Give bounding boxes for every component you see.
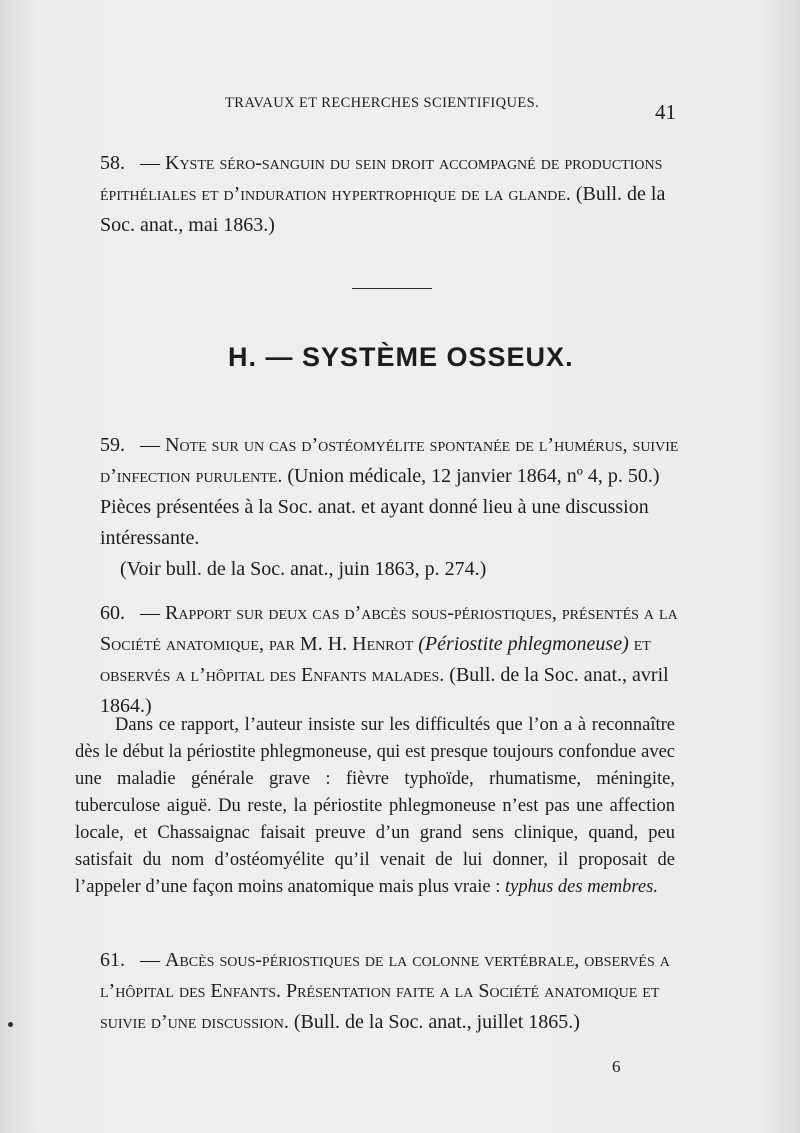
body-paragraph	[75, 712, 675, 901]
entry-59	[100, 430, 680, 585]
entry-dash: —	[140, 949, 160, 971]
entry-title: Note sur un cas d’ostéomyélite spontanée de l’humérus, suivie d’infection purulente.	[100, 434, 679, 487]
ink-speck	[8, 1022, 13, 1027]
entry-number: 60.	[100, 602, 125, 624]
entry-reference: (Bull. de la Soc. anat., mai 1863.)	[100, 183, 666, 236]
entry-title-end: et observés a l’hôpital des Enfants malades.	[100, 633, 651, 686]
entry-title: Kyste séro-sanguin du sein droit accompagné de productions épithéliales et d’induration hypertrophique de la glande.	[100, 152, 663, 205]
entry-dash: —	[140, 602, 160, 624]
entry-61	[100, 945, 680, 1038]
entry-note: (Voir bull. de la Soc. anat., juin 1863, p. 274.)	[120, 558, 487, 580]
entry-60	[100, 598, 680, 722]
entry-title: Rapport sur deux cas d’abcès sous-périostiques, présentés a la Société anatomique, par M. H. Henrot	[100, 602, 678, 655]
entry-reference: (Union médicale, 12 janvier 1864, nº 4, p. 50.) Pièces présentées à la Soc. anat. et ayant donné lieu à une discussion intéressante.	[100, 465, 660, 549]
section-heading: H. — SYSTÈME OSSEUX.	[228, 342, 574, 372]
entry-number: 61.	[100, 949, 125, 971]
entry-58	[100, 148, 680, 241]
entry-dash: —	[140, 152, 160, 174]
entry-number: 58.	[100, 152, 125, 174]
signature-mark: 6	[612, 1057, 621, 1076]
entry-title: Abcès sous-périostiques de la colonne vertébrale, observés a l’hôpital des Enfants. Présentation faite a la Société anatomique et suivie d’une discussion.	[100, 949, 670, 1033]
entry-number: 59.	[100, 434, 125, 456]
entry-dash: —	[140, 434, 160, 456]
paragraph-italic: typhus des membres.	[505, 877, 658, 897]
section-divider	[352, 288, 432, 289]
entry-reference: (Bull. de la Soc. anat., juillet 1865.)	[293, 1011, 580, 1033]
running-head	[225, 95, 685, 112]
page-number: 41	[655, 100, 676, 124]
running-title: TRAVAUX ET RECHERCHES SCIENTIFIQUES.	[225, 95, 540, 111]
paragraph-text: Dans ce rapport, l’auteur insiste sur les difficultés que l’on a à reconnaître dès le début la périostite phlegmoneuse, qui est presque toujours confondue avec une maladie générale grave : fièvre typhoïde, rhumatisme, méningite, tuberculose aiguë. Du reste, la périostite phlegmoneuse n’est pas une affection locale, et Chassaignac faisait preuve d’un grand sens clinique, quand, peu satisfait du nom d’ostéomyélite qu’il venait de lui donner, il proposait de l’appeler d’une façon moins anatomique mais plus vraie :	[75, 715, 675, 897]
entry-title-italic: (Périostite phlegmoneuse)	[418, 633, 629, 655]
entry-reference: (Bull. de la Soc. anat., avril 1864.)	[100, 664, 669, 717]
